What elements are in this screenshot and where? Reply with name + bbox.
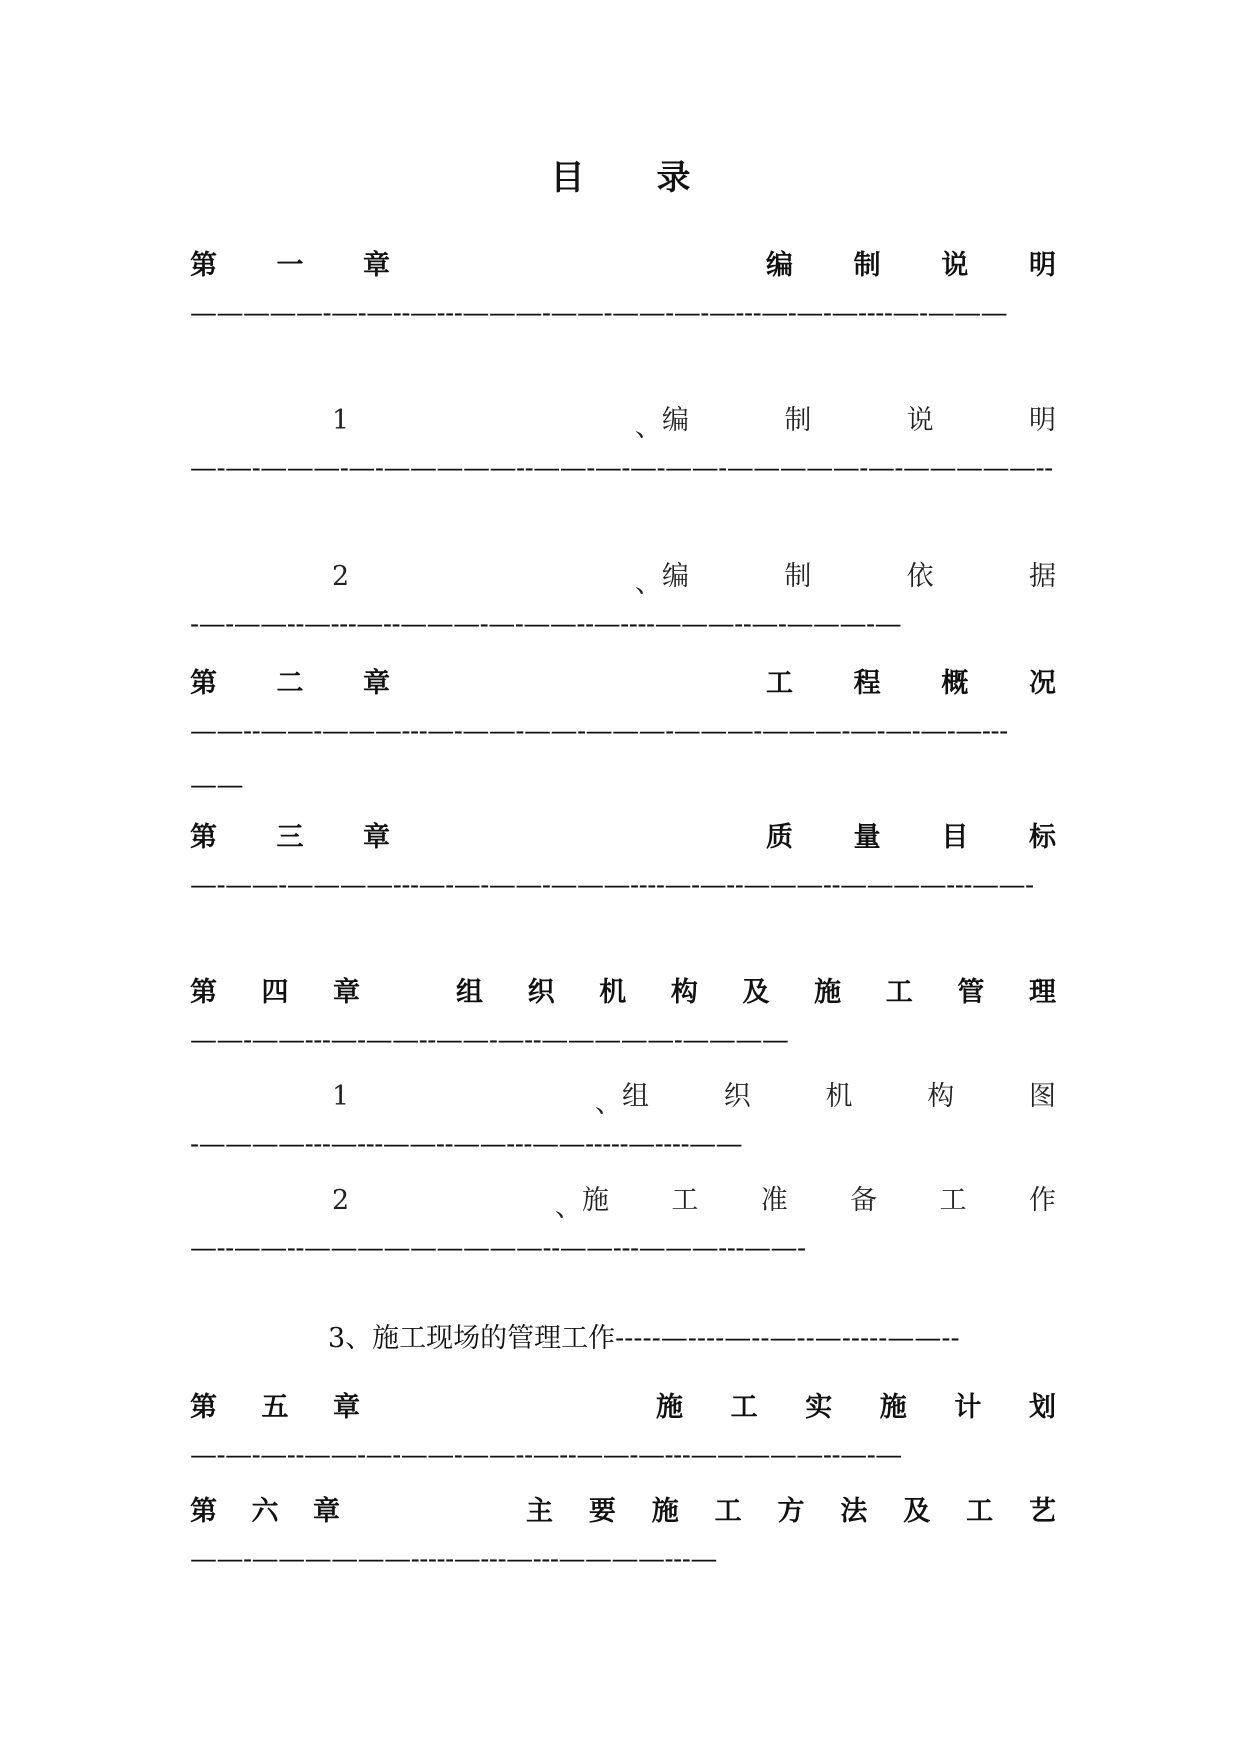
toc-entry-ch6[interactable]: 第 六 章 主 要 施 工 方 法 及 工 艺 ——-——————-----—---—---————---— [190, 1489, 1056, 1587]
toc-leader: —-—-———-—-—————--——-—-—-——-—————-—-—————-- [190, 453, 1053, 484]
toc-entry-ch4[interactable]: 第 四 章 组 织 机 构 及 施 工 管 理 ——-——---—-——--——-—--—————-———— [190, 970, 1056, 1068]
toc-leader: ——-——---—-——--——-—--—————-———— [190, 1025, 789, 1056]
toc-leader: ——-——————-----—---—---————---— [190, 1544, 717, 1575]
toc-leader: —————-—-—--—---———-——-——-—-—---—-—-—----—-——— [190, 298, 1008, 329]
page-title [0, 150, 1241, 199]
toc-entry-s1-2[interactable]: 2 、 编 制 依 据 -—-——--—---—--———-—-——--—----———--—-———-— [190, 554, 1056, 652]
title-char-1: 目 [550, 158, 585, 198]
toc-leader: -————---—---——--——---——-----—----—— [190, 1129, 743, 1160]
toc-entry-ch3[interactable]: 第 三 章 质 量 目 标 —-——-————---—-—-——-———----—-—--———--————---——- [190, 815, 1056, 913]
toc-entry-s4-1[interactable]: 1 、 组 织 机 构 图 -————---—---——--——---——-----—----—— [190, 1074, 1056, 1172]
toc-entry-ch2[interactable]: 第 二 章 工 程 概 况 ——--——-———---—-——-——-———-———-———-—-—-—-—---—— [190, 661, 1056, 813]
toc-leader: -—-——--—---—--———-—-——--—----———--—-———-— [190, 609, 902, 640]
toc-entry-s1-1[interactable]: 1 、 编 制 说 明 —-—-———-—-—————--——-—-—-——-—————-—-—————-- [190, 398, 1056, 496]
toc-entry-s4-2[interactable]: 2 、 施 工 准 备 工 作 —--——--—————————--——---———---——- [190, 1178, 1056, 1276]
toc-leader: ——--——-———---—-——-——-———-———-———-—-—-—-—---—— [190, 716, 1008, 801]
toc-leader: —-——-————---—-—-——-———----—-—--———--————---——- [190, 870, 1034, 901]
toc-leader: —-—-—--——-—-——-——--—--——-—---—————--—-— [190, 1440, 902, 1471]
toc-entry-s4-3[interactable]: 3、施工现场的管理工作-----—----—--—--—-----——-- [328, 1323, 960, 1354]
toc-entry-ch1[interactable]: 第 一 章 编 制 说 明 —————-—-—--—---———-——-——-—-—---—-—-—----—-——— [190, 243, 1056, 341]
toc-entry-ch5[interactable]: 第 五 章 施 工 实 施 计 划 —-—-—--——-—-——-——--—--——-—---—————--—-— [190, 1385, 1056, 1483]
title-char-2: 录 [656, 158, 691, 198]
toc-leader: —--——--—————————--——---———---——- [190, 1233, 806, 1264]
